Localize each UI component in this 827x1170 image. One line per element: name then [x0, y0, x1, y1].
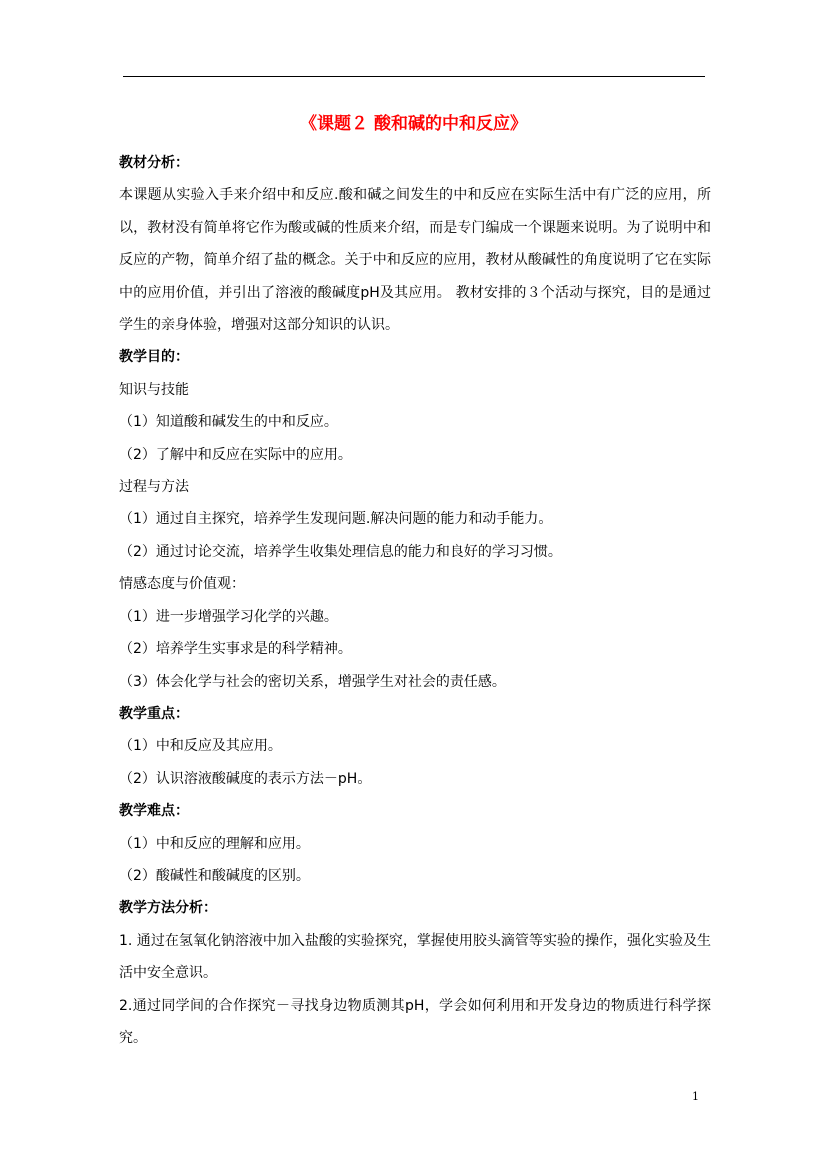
list-item: 2.通过同学间的合作探究－寻找身边物质测其pH，学会如何利用和开发身边的物质进行科学探究。 [119, 997, 711, 1046]
list-item: （1）通过自主探究，培养学生发现问题.解决问题的能力和动手能力。 [119, 511, 553, 528]
header-rule [123, 76, 705, 77]
subheading-process: 过程与方法 [119, 479, 189, 496]
list-item: （1）中和反应的理解和应用。 [119, 835, 310, 852]
material-analysis-paragraph: 本课题从实验入手来介绍中和反应.酸和碱之间发生的中和反应在实际生活中有广泛的应用，所以，教材没有简单将它作为酸或碱的性质来介绍，而是专门编成一个课题来说明。为了说明中和反应的产物，简单介绍了盐的概念。关于中和反应的应用，教材从酸碱性的角度说明了它在实际中的应用价值，并引出了溶液的酸碱度pH及其应用。 教材安排的３个活动与探究，目的是通过学生的亲身体验，增强对这部分知识的认识。 [119, 187, 711, 334]
section-heading-methods: 教学方法分析： [119, 900, 217, 917]
document-title: 《课题２ 酸和碱的中和反应》 [300, 114, 527, 134]
page-number: 1 [692, 1090, 699, 1103]
subheading-knowledge: 知识与技能 [119, 381, 189, 398]
list-item: （2）通过讨论交流，培养学生收集处理信息的能力和良好的学习习惯。 [119, 543, 562, 560]
list-item: （3）体会化学与社会的密切关系，增强学生对社会的责任感。 [119, 673, 506, 690]
section-heading-difficulties: 教学难点： [119, 803, 189, 820]
document-body [119, 147, 711, 1054]
subheading-attitude: 情感态度与价值观： [119, 576, 245, 593]
section-heading-objectives: 教学目的： [119, 349, 189, 366]
list-item: （2）认识溶液酸碱度的表示方法－pH。 [119, 770, 372, 787]
list-item: 1. 通过在氢氧化钠溶液中加入盐酸的实验探究，掌握使用胶头滴管等实验的操作，强化实验及生活中安全意识。 [119, 932, 711, 982]
list-item: （2）酸碱性和酸碱度的区别。 [119, 867, 310, 884]
list-item: （1）知道酸和碱发生的中和反应。 [119, 414, 338, 431]
list-item: （1）进一步增强学习化学的兴趣。 [119, 608, 338, 625]
list-item: （1）中和反应及其应用。 [119, 738, 282, 755]
list-item: （2）培养学生实事求是的科学精神。 [119, 641, 352, 658]
section-heading-key-points: 教学重点： [119, 705, 189, 722]
section-heading-material-analysis: 教材分析： [119, 155, 189, 171]
list-item: （2）了解中和反应在实际中的应用。 [119, 446, 352, 463]
